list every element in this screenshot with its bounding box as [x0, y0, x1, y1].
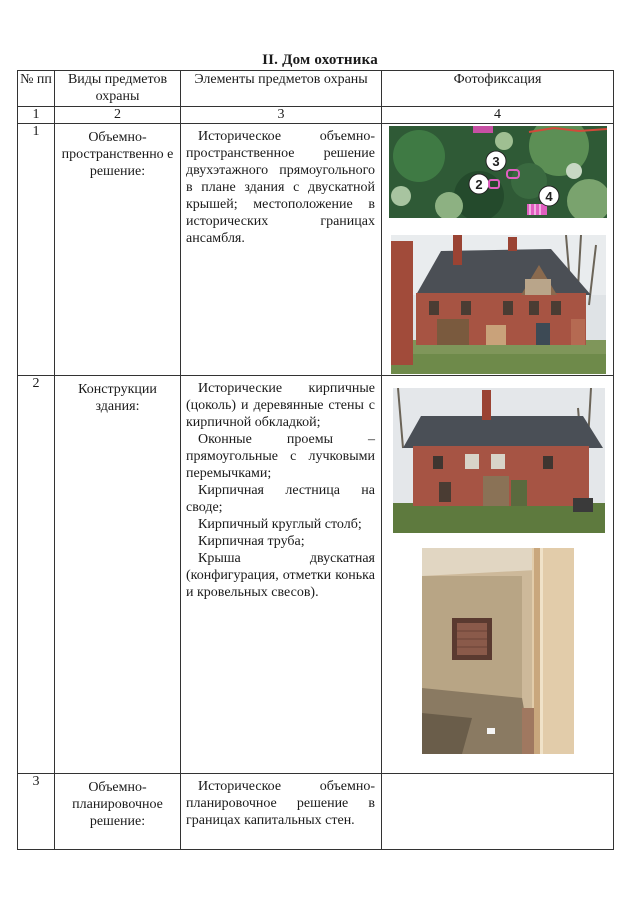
table-row — [18, 376, 614, 774]
row-number: 1 — [18, 124, 55, 376]
column-number: 4 — [382, 107, 614, 124]
house-exterior-photo — [391, 235, 606, 374]
table-row — [18, 124, 614, 376]
element-paragraph: Оконные проемы – прямоугольные с лучковыми перемычками; — [186, 432, 375, 481]
protection-table — [17, 70, 614, 850]
header-elements: Элементы предметов охраны — [181, 71, 382, 107]
row-number: 3 — [18, 774, 55, 850]
table-header-row — [18, 71, 614, 107]
protection-kind: Объемно-пространственно е решение: — [55, 124, 181, 376]
element-paragraph: Исторические кирпичные (цоколь) и деревянные стены с кирпичной обкладкой; — [186, 381, 375, 430]
map-marker-4: 4 — [545, 189, 553, 204]
protection-kind: Объемно-планировочное решение: — [55, 774, 181, 850]
protection-elements — [181, 376, 382, 774]
protection-elements — [181, 124, 382, 376]
protection-kind: Конструкции здания: — [55, 376, 181, 774]
element-paragraph: Историческое объемно-планировочное решение в границах капитальных стен. — [186, 779, 375, 828]
map-marker-3: 3 — [492, 154, 500, 169]
column-number-row — [18, 107, 614, 124]
element-paragraph: Историческое объемно-пространственное решение двухэтажного прямоугольного в плане здания с двускатной крышей; местоположение в исторических границах ансамбля. — [186, 129, 375, 246]
element-paragraph: Кирпичная лестница на своде; — [186, 483, 375, 515]
house-facade-photo — [393, 388, 605, 533]
header-number: № пп — [18, 71, 55, 107]
element-paragraph: Кирпичная труба; — [198, 534, 305, 549]
column-number: 1 — [18, 107, 55, 124]
element-paragraph: Крыша двускатная (конфигурация, отметки конька и кровельных свесов). — [186, 551, 375, 600]
photo-cell — [382, 376, 614, 774]
row-number: 2 — [18, 376, 55, 774]
photo-cell — [382, 124, 614, 376]
column-number: 2 — [55, 107, 181, 124]
table-row — [18, 774, 614, 850]
interior-photo — [422, 548, 574, 754]
section-title: II. Дом охотника — [262, 52, 378, 68]
photo-cell — [382, 774, 614, 850]
element-paragraph: Кирпичный круглый столб; — [198, 517, 362, 532]
column-number: 3 — [181, 107, 382, 124]
aerial-map-photo — [389, 126, 607, 218]
header-kind: Виды предметов охраны — [55, 71, 181, 107]
protection-elements — [181, 774, 382, 850]
header-photo: Фотофиксация — [382, 71, 614, 107]
map-marker-2: 2 — [475, 177, 483, 192]
